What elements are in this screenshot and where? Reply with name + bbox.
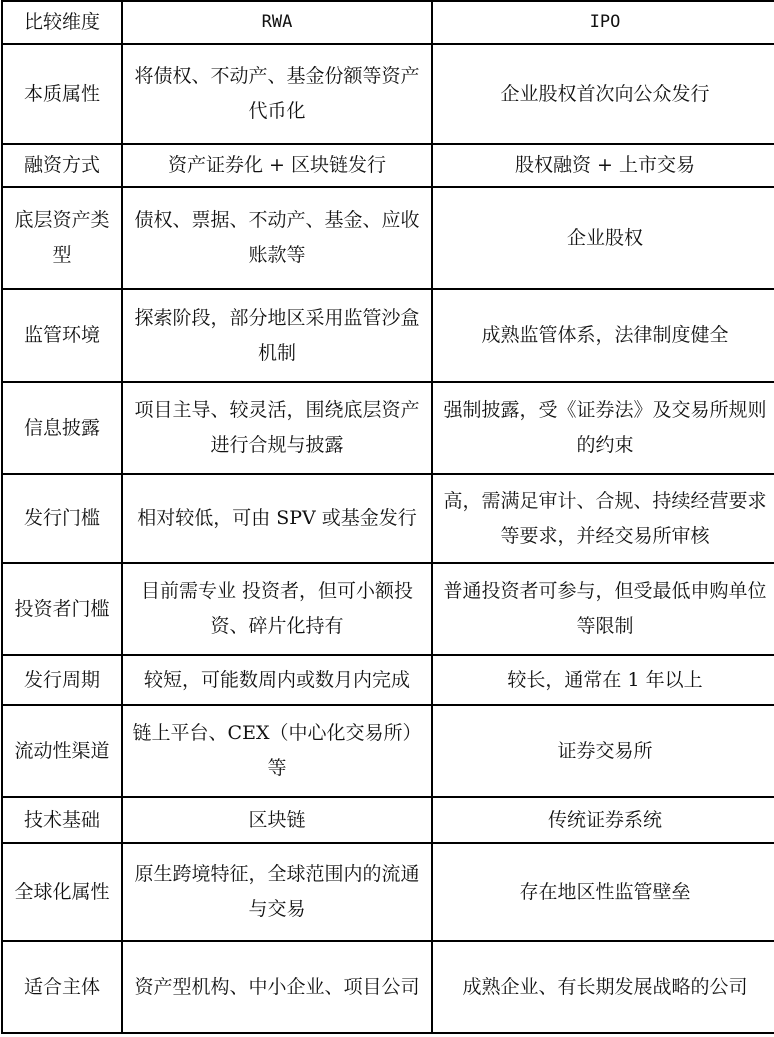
rwa-cell: 链上平台、CEX（中心化交易所）等 — [122, 705, 432, 797]
ipo-cell: 强制披露，受《证券法》及交易所规则的约束 — [432, 382, 774, 474]
rwa-cell: 探索阶段，部分地区采用监管沙盒机制 — [122, 289, 432, 382]
row-dimension: 发行周期 — [2, 655, 122, 705]
ipo-cell: 证券交易所 — [432, 705, 774, 797]
row-dimension: 融资方式 — [2, 144, 122, 187]
table-row — [2, 382, 774, 474]
ipo-cell: 普通投资者可参与，但受最低申购单位等限制 — [432, 563, 774, 655]
table-row — [2, 941, 774, 1033]
rwa-cell: 较短，可能数周内或数月内完成 — [122, 655, 432, 705]
row-dimension: 全球化属性 — [2, 843, 122, 941]
ipo-cell: 较长，通常在 1 年以上 — [432, 655, 774, 705]
rwa-cell: 资产型机构、中小企业、项目公司 — [122, 941, 432, 1033]
rwa-cell: 区块链 — [122, 797, 432, 843]
table-row — [2, 797, 774, 843]
ipo-cell: 存在地区性监管壁垒 — [432, 843, 774, 941]
table-row — [2, 187, 774, 289]
rwa-cell: 目前需专业 投资者，但可小额投资、碎片化持有 — [122, 563, 432, 655]
row-dimension: 技术基础 — [2, 797, 122, 843]
table-row — [2, 44, 774, 144]
rwa-cell: 将债权、不动产、基金份额等资产代币化 — [122, 44, 432, 144]
header-dimension: 比较维度 — [2, 1, 122, 44]
rwa-cell: 债权、票据、不动产、基金、应收账款等 — [122, 187, 432, 289]
row-dimension: 监管环境 — [2, 289, 122, 382]
rwa-cell: 项目主导、较灵活，围绕底层资产进行合规与披露 — [122, 382, 432, 474]
rwa-cell: 相对较低，可由 SPV 或基金发行 — [122, 474, 432, 563]
table-row — [2, 705, 774, 797]
table-row — [2, 474, 774, 563]
table-row — [2, 563, 774, 655]
table-row — [2, 289, 774, 382]
ipo-cell: 企业股权 — [432, 187, 774, 289]
rwa-cell: 资产证券化 + 区块链发行 — [122, 144, 432, 187]
header-ipo: IPO — [432, 1, 774, 44]
comparison-table — [1, 0, 774, 1034]
rwa-cell: 原生跨境特征，全球范围内的流通与交易 — [122, 843, 432, 941]
ipo-cell: 高，需满足审计、合规、持续经营要求等要求，并经交易所审核 — [432, 474, 774, 563]
row-dimension: 适合主体 — [2, 941, 122, 1033]
row-dimension: 流动性渠道 — [2, 705, 122, 797]
ipo-cell: 成熟监管体系，法律制度健全 — [432, 289, 774, 382]
ipo-cell: 企业股权首次向公众发行 — [432, 44, 774, 144]
header-rwa: RWA — [122, 1, 432, 44]
table-row — [2, 655, 774, 705]
row-dimension: 信息披露 — [2, 382, 122, 474]
row-dimension: 本质属性 — [2, 44, 122, 144]
ipo-cell: 股权融资 + 上市交易 — [432, 144, 774, 187]
table-row — [2, 144, 774, 187]
row-dimension: 发行门槛 — [2, 474, 122, 563]
table-row — [2, 843, 774, 941]
ipo-cell: 成熟企业、有长期发展战略的公司 — [432, 941, 774, 1033]
table-header-row — [2, 1, 774, 44]
row-dimension: 投资者门槛 — [2, 563, 122, 655]
row-dimension: 底层资产类型 — [2, 187, 122, 289]
ipo-cell: 传统证券系统 — [432, 797, 774, 843]
